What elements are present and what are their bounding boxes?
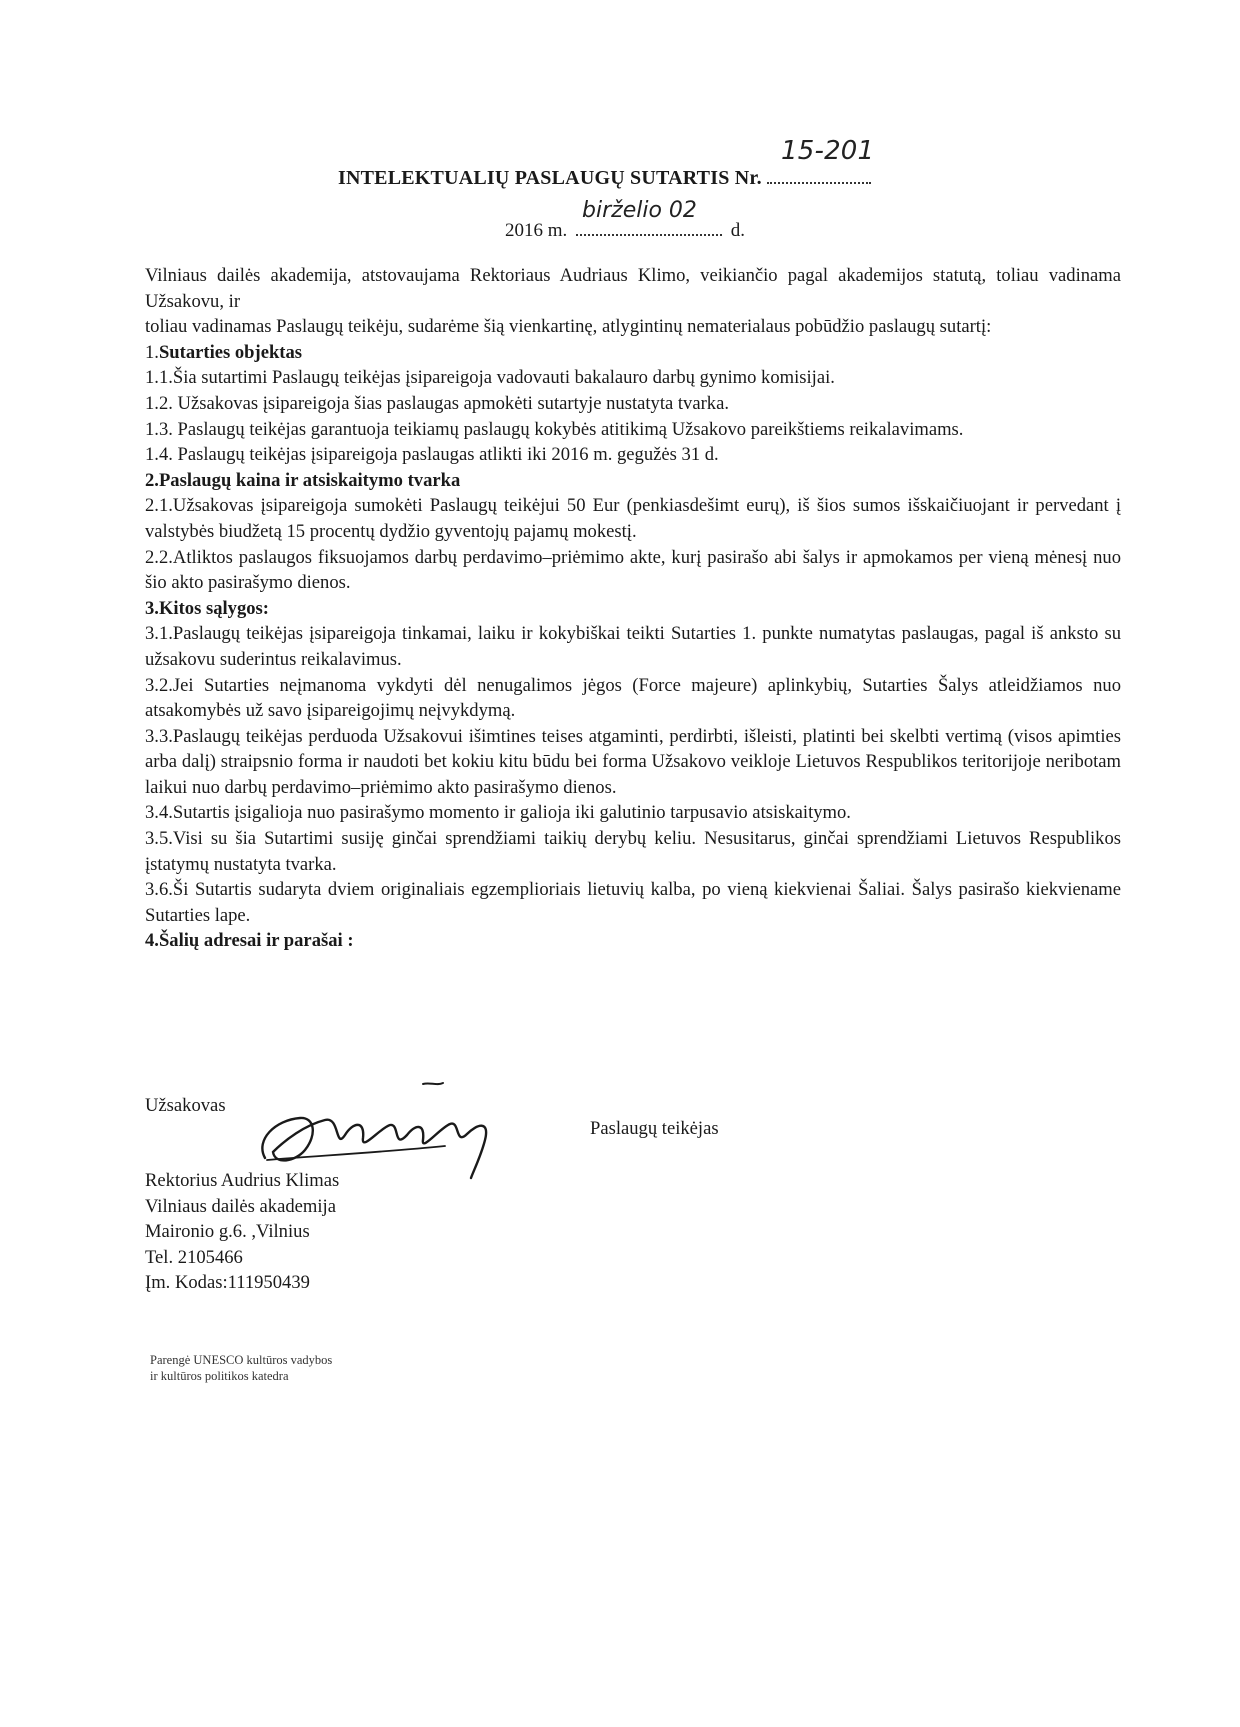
- customer-address-block: [145, 1168, 339, 1296]
- clause-3-1: 3.1.Paslaugų teikėjas įsipareigoja tinkamai, laiku ir kokybiškai teikti Sutarties 1. punkte numatytas paslaugas, pagal iš anksto su užsakovu suderintus reikalavimus.: [145, 623, 1121, 670]
- section-heading-4: 4.Šalių adresai ir parašai :: [145, 930, 354, 952]
- section-heading-1: 1.Sutarties objektas: [145, 341, 303, 363]
- date-year: 2016 m.: [505, 220, 568, 241]
- street-address: Maironio g.6. ,Vilnius: [145, 1221, 310, 1243]
- clause-3-6: 3.6.Ši Sutartis sudaryta dviem originaliais egzemplioriais lietuvių kalba, po vieną kiekvienai Šaliai. Šalys pasirašo kiekviename Sutarties lape.: [145, 879, 1121, 926]
- clause-1-2: 1.2. Užsakovas įsipareigoja šias paslaugas apmokėti sutartyje nustatyta tvarka.: [145, 392, 729, 414]
- date-field: [576, 198, 722, 236]
- intro-paragraph: [145, 263, 1121, 314]
- company-code: Įm. Kodas:111950439: [145, 1272, 310, 1294]
- document-title-line: [338, 136, 875, 190]
- provider-label: Paslaugų teikėjas: [590, 1118, 719, 1139]
- date-line: [505, 198, 746, 242]
- date-suffix: d.: [730, 220, 746, 241]
- contract-number-handwritten: 15-201: [781, 136, 875, 166]
- footer-line-1: Parengė UNESCO kultūros vadybos: [150, 1353, 333, 1367]
- clause-1-4: 1.4. Paslaugų teikėjas įsipareigoja paslaugas atlikti iki 2016 m. gegužės 31 d.: [145, 444, 719, 466]
- customer-label: Užsakovas: [145, 1095, 226, 1116]
- intro-line-1: Vilniaus dailės akademija, atstovaujama Rektoriaus Audriaus Klimo, veikiančio pagal akademijos statutą, toliau vadinama Užsakovu, ir: [145, 265, 1121, 312]
- clause-2-1: 2.1.Užsakovas įsipareigoja sumokėti Paslaugų teikėjui 50 Eur (penkiasdešimt eurų), iš šios sumos išskaičiuojant ir pervedant į valstybės biudžetą 15 procentų dydžio gyventojų pajamų mokestį.: [145, 495, 1121, 542]
- clause-1-1: 1.1.Šia sutartimi Paslaugų teikėjas įsipareigoja vadovauti bakalauro darbų gynimo komisijai.: [145, 367, 835, 389]
- redacted-provider-name: [245, 293, 525, 311]
- phone-number: Tel. 2105466: [145, 1246, 243, 1268]
- clause-1-3: 1.3. Paslaugų teikėjas garantuoja teikiamų paslaugų kokybės atitikimą Užsakovo pareikštiems reikalavimams.: [145, 418, 964, 440]
- document-title: INTELEKTUALIŲ PASLAUGŲ SUTARTIS Nr.: [338, 167, 762, 189]
- section-heading-3: 3.Kitos sąlygos:: [145, 597, 269, 619]
- footer-line-2: ir kultūros politikos katedra: [150, 1369, 289, 1383]
- clause-3-5: 3.5.Visi su šia Sutartimi susiję ginčai sprendžiami taikių derybų keliu. Nesusitarus, ginčai sprendžiami Lietuvos Respublikos įstatymų nustatyta tvarka.: [145, 828, 1121, 875]
- clause-3-4: 3.4.Sutartis įsigalioja nuo pasirašymo momento ir galioja iki galutinio tarpusavio atsiskaitymo.: [145, 802, 851, 824]
- rector-name: Rektorius Audrius Klimas: [145, 1170, 340, 1191]
- date-handwritten: birželio 02: [582, 198, 697, 223]
- clause-3-2: 3.2.Jei Sutarties neįmanoma vykdyti dėl nenugalimos jėgos (Force majeure) aplinkybių, Sutarties Šalys atleidžiamos nuo atsakomybės už savo įsipareigojimų neįvykdymą.: [145, 674, 1121, 722]
- clause-2-2: 2.2.Atliktos paslaugos fiksuojamos darbų perdavimo–priėmimo akte, kurį pasirašo abi šalys ir apmokamos per vieną mėnesį nuo šio akto pasirašymo dienos.: [145, 546, 1121, 594]
- contract-body: [145, 263, 1121, 954]
- intro-line-2: toliau vadinamas Paslaugų teikėju, sudarėme šią vienkartinę, atlygintinų nematerialaus pobūdžio paslaugų sutartį:: [145, 316, 992, 338]
- institution-name: Vilniaus dailės akademija: [145, 1195, 336, 1217]
- handwritten-signature: [245, 1080, 515, 1180]
- clause-3-3: 3.3.Paslaugų teikėjas perduoda Užsakovui išimtines teises atgaminti, perdirbti, išleisti, platinti bei skelbti vertimą (visos apimties arba dalį) straipsnio forma ir naudoti bet kokiu kitu būdu bei forma Užsakovo veikloje Lietuvos Respublikos teritorijoje neribotam laikui nuo darbų perdavimo–priėmimo akto pasirašymo dienos.: [145, 725, 1121, 798]
- contract-number-field: [767, 136, 875, 184]
- prepared-by-footer: [150, 1352, 332, 1384]
- section-heading-2: 2.Paslaugų kaina ir atsiskaitymo tvarka: [145, 469, 461, 491]
